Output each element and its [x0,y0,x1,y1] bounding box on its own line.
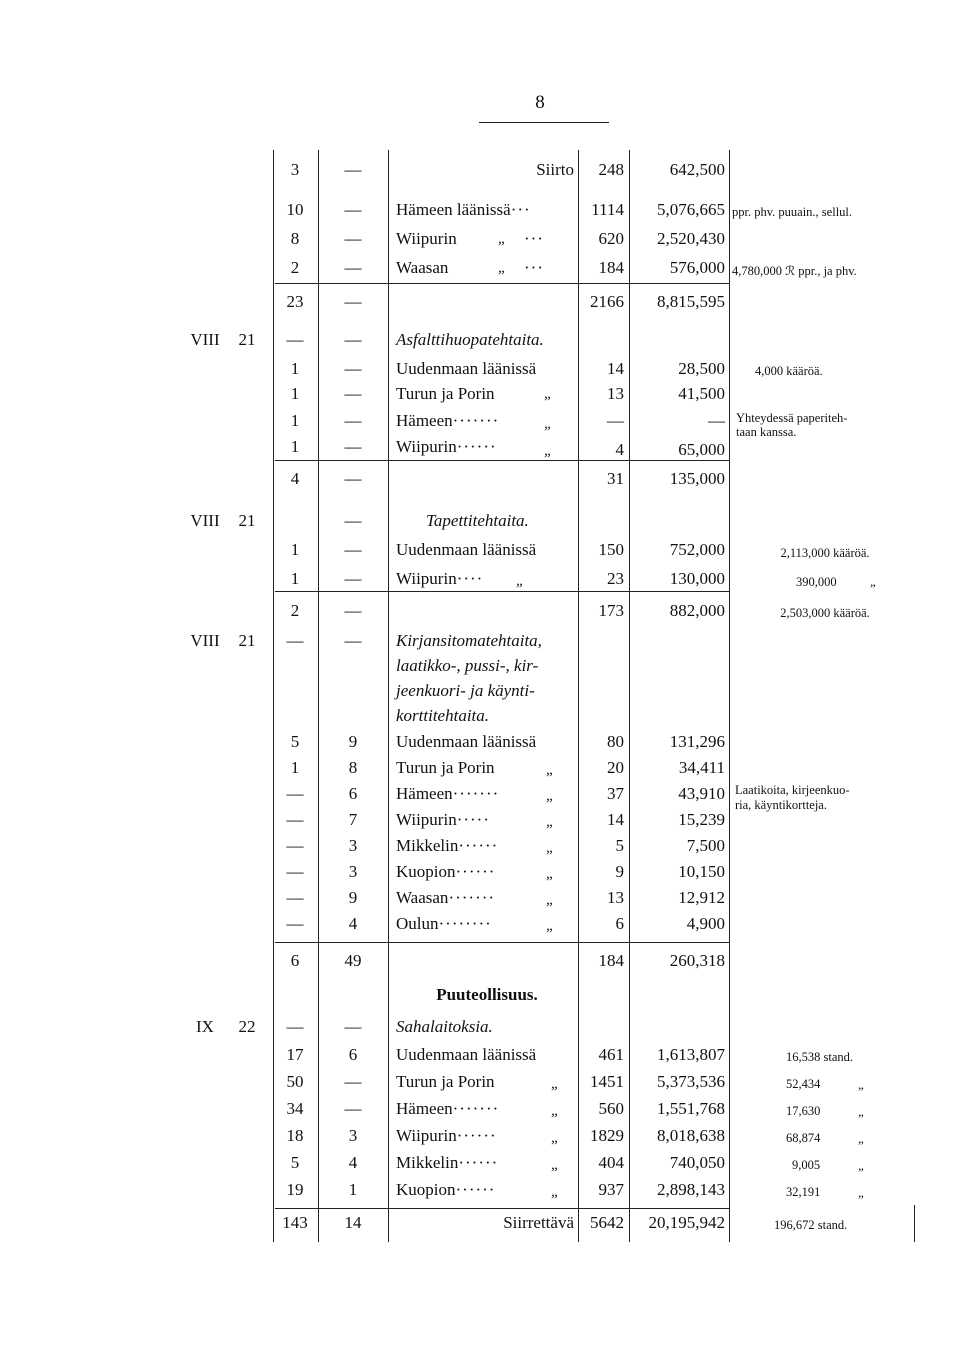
ditto-mark: „ [870,574,878,589]
paper-row-value: 5,076,665 [657,200,725,219]
ditto-mark: „ [858,1185,866,1200]
bookbinding-row-name: Turun ja Porin [396,758,495,777]
column-rule-value [629,150,630,1242]
subtotal-rule-wallpaper [275,591,729,592]
section-heading: Tapettitehtaita. [426,511,529,530]
bookbinding-row-workers: 9 [615,862,624,881]
group-roman-numeral: VIII [190,330,220,349]
leader-dots: ··· [524,229,544,248]
carry-in-value: 642,500 [669,160,725,179]
asphalt-row-value: 28,500 [678,359,725,378]
wallpaper-row-count: 1 [290,540,300,559]
wood-row-value: 1,613,807 [657,1045,725,1064]
carry-out-count-b: 14 [344,1213,362,1232]
paper-total-dash: — [344,292,362,311]
bookbinding-row-count-b: 3 [348,836,358,855]
bookbinding-row-value: 34,411 [678,758,725,777]
asphalt-total-value: 135,000 [669,469,725,488]
asphalt-row-count: 1 [290,411,300,430]
wallpaper-row-workers: 23 [607,569,624,588]
wallpaper-note: 390,000 [796,575,837,589]
asphalt-note: 4,000 kääröä. [755,364,823,378]
section-dash: — [286,330,304,349]
carry-out-count-a: 143 [282,1213,308,1232]
asphalt-row-name: Uudenmaan läänissä [396,359,537,378]
subtotal-rule-paper [275,283,729,284]
bookbinding-row-count-b: 7 [348,810,358,829]
asphalt-row-name [396,411,499,431]
wood-row-workers: 404 [598,1153,624,1172]
paper-row-name-text: Hämeen läänissä [396,200,511,219]
wallpaper-row-dash: — [344,540,362,559]
paper-row-name-text: Wiipurin [396,229,457,248]
bookbinding-total-workers: 184 [598,951,624,970]
bookbinding-row-name [396,784,499,804]
asphalt-row-count: 1 [290,384,300,403]
ditto-mark: „ [551,1157,560,1173]
column-rule-workers [578,150,579,1242]
bookbinding-row-value: 43,910 [678,784,725,803]
bookbinding-row-workers: 80 [607,732,624,751]
bookbinding-row-value: 131,296 [669,732,725,751]
wood-row-workers: 937 [598,1180,624,1199]
wood-row-workers: 461 [598,1045,624,1064]
leader-dots: ······· [452,784,500,803]
paper-total-count: 23 [286,292,304,311]
wood-row-count-b: 4 [348,1153,358,1172]
paper-row-value: 2,520,430 [657,229,725,248]
asphalt-row-value: — [708,411,725,430]
paper-row-dash: — [344,258,362,277]
asphalt-row-name [396,437,497,457]
ditto-mark: „ [858,1077,866,1092]
wood-row-count-a: 17 [286,1045,304,1064]
ditto-mark: „ [551,1076,560,1092]
paper-row-dash: — [344,200,362,219]
paper-row-count: 2 [290,258,300,277]
group-code: 22 [238,1017,256,1036]
ditto-mark: „ [858,1104,866,1119]
page-number-rule [479,122,609,123]
bookbinding-row-value: 12,912 [678,888,725,907]
carry-in-label: Siirto [536,160,574,179]
bookbinding-row-workers: 20 [607,758,624,777]
section-title: Puuteollisuus. [436,985,538,1004]
bookbinding-row-count-a: — [286,836,304,855]
wood-row-count-b: 6 [348,1045,358,1064]
carry-in-dash: — [344,160,362,179]
asphalt-row-name-text: Hämeen [396,411,453,430]
paper-row-name [396,258,448,278]
bookbinding-row-count-a: — [286,862,304,881]
bookbinding-total-count-a: 6 [290,951,300,970]
ditto-mark: „ [546,866,555,882]
section-heading-line: Kirjansitomatehtaita, [396,631,542,650]
wallpaper-total-workers: 173 [598,601,624,620]
asphalt-row-count: 1 [290,359,300,378]
bookbinding-row-count-b: 4 [348,914,358,933]
bookbinding-row-name-text: Wiipurin [396,810,457,829]
paper-row-workers: 620 [598,229,624,248]
bookbinding-note: ria, käyntikortteja. [735,798,827,812]
bookbinding-row-name [396,836,498,856]
leader-dots: ······· [452,1099,500,1118]
ditto-mark: „ [544,416,553,432]
asphalt-row-dash: — [344,437,362,456]
bookbinding-row-name-text: Kuopion [396,862,456,881]
bookbinding-row-name [396,888,495,908]
column-rule-end [914,1205,915,1242]
wood-row-value: 5,373,536 [657,1072,725,1091]
wallpaper-total-dash: — [344,601,362,620]
bookbinding-row-name-text: Hämeen [396,784,453,803]
ditto-mark: „ [546,840,555,856]
wallpaper-row-count: 1 [290,569,300,588]
bookbinding-row-count-b: 9 [348,888,358,907]
group-code: 21 [238,631,256,650]
wood-row-value: 8,018,638 [657,1126,725,1145]
leader-dots: ······ [458,836,499,855]
leader-dots: ······· [448,888,496,907]
bookbinding-total-count-b: 49 [344,951,362,970]
wood-note: 9,005 [792,1158,821,1172]
ditto-mark: „ [516,573,525,589]
leader-dots: ····· [456,810,491,829]
bookbinding-row-name: Uudenmaan läänissä [396,732,537,751]
paper-total-workers: 2166 [590,292,624,311]
bookbinding-row-name-text: Oulun [396,914,439,933]
carry-in-workers: 248 [598,160,624,179]
column-rule-name [388,150,389,1242]
carry-out-label: Siirrettävä [503,1213,574,1232]
leader-dots: ······ [456,1126,497,1145]
leader-dots: ···· [456,569,484,588]
wallpaper-total-value: 882,000 [669,601,725,620]
ditto-mark: „ [858,1131,866,1146]
wood-row-count-a: 18 [286,1126,304,1145]
wood-row-value: 1,551,768 [657,1099,725,1118]
subtotal-rule-bookbinding [275,942,729,943]
paper-row-value: 576,000 [669,258,725,277]
asphalt-note: Yhteydessä paperiteh- [736,411,848,425]
wallpaper-row-value: 130,000 [669,569,725,588]
bookbinding-row-value: 7,500 [686,836,725,855]
paper-row-count: 10 [286,200,304,219]
bookbinding-row-count-a: 5 [290,732,300,751]
wallpaper-row-name-text: Wiipurin [396,569,457,588]
paper-row-name [396,229,457,249]
paper-row-note: 4,780,000 ℛ ppr., ja phv. [732,264,857,278]
bookbinding-row-count-a: — [286,784,304,803]
asphalt-row-value: 65,000 [678,440,725,459]
wood-row-name-text: Mikkelin [396,1153,459,1172]
asphalt-row-workers: 13 [607,384,624,403]
wallpaper-total-count: 2 [290,601,300,620]
wood-row-name [396,1153,498,1173]
wood-note: 16,538 stand. [786,1050,854,1064]
asphalt-row-name: Turun ja Porin [396,384,495,403]
bookbinding-row-workers: 5 [615,836,624,855]
bookbinding-row-count-a: — [286,888,304,907]
bookbinding-row-workers: 37 [607,784,624,803]
leader-dots: ······ [456,437,497,456]
leader-dots: ······· [452,411,500,430]
wood-row-value: 2,898,143 [657,1180,725,1199]
bookbinding-row-value: 4,900 [686,914,725,933]
paper-row-note: ppr. phv. puuain., sellul. [732,205,853,219]
asphalt-row-workers: 14 [607,359,624,378]
paper-total-value: 8,815,595 [657,292,725,311]
ditto-mark: „ [546,892,555,908]
leader-dots: ······ [455,1180,496,1199]
bookbinding-row-name [396,914,492,934]
wood-note: 52,434 [786,1077,821,1091]
wood-row-count-a: 5 [290,1153,300,1172]
ditto-mark: „ [498,231,507,247]
bookbinding-row-count-b: 9 [348,732,358,751]
paper-row-workers: 1114 [591,200,624,219]
section-dash: — [286,631,304,650]
bookbinding-row-name-text: Mikkelin [396,836,459,855]
wood-row-workers: 560 [598,1099,624,1118]
wood-row-workers: 1829 [590,1126,624,1145]
wood-row-name [396,1180,495,1200]
section-heading-line: laatikko-, pussi-, kir- [396,656,539,675]
ditto-mark: „ [544,443,553,459]
paper-row-workers: 184 [598,258,624,277]
asphalt-row-dash: — [344,359,362,378]
wood-row-name: Uudenmaan läänissä [396,1045,537,1064]
asphalt-total-dash: — [344,469,362,488]
bookbinding-row-count-a: — [286,914,304,933]
page-number: 8 [535,92,545,113]
carry-in-count: 3 [290,160,300,179]
wood-row-count-b: 3 [348,1126,358,1145]
asphalt-total-workers: 31 [607,469,624,488]
bookbinding-row-workers: 13 [607,888,624,907]
column-rule-count [273,150,274,1242]
wood-row-value: 740,050 [669,1153,725,1172]
leader-dots: ········ [438,914,492,933]
wood-row-count-b: 1 [348,1180,358,1199]
section-dash: — [344,511,362,530]
bookbinding-row-count-b: 8 [348,758,358,777]
ditto-mark: „ [546,814,555,830]
subtotal-rule-wood [275,1208,729,1209]
wood-row-name-text: Wiipurin [396,1126,457,1145]
bookbinding-row-count-a: 1 [290,758,300,777]
leader-dots: ··· [524,258,544,277]
asphalt-total-count: 4 [290,469,300,488]
asphalt-row-value: 41,500 [678,384,725,403]
bookbinding-row-workers: 6 [615,914,624,933]
wood-row-name-text: Hämeen [396,1099,453,1118]
wood-row-count-a: 34 [286,1099,304,1118]
bookbinding-row-value: 15,239 [678,810,725,829]
wallpaper-total-note: 2,503,000 kääröä. [780,606,870,620]
wood-row-workers: 1451 [590,1072,624,1091]
ditto-mark: „ [546,918,555,934]
bookbinding-total-value: 260,318 [669,951,725,970]
wood-row-name-text: Kuopion [396,1180,456,1199]
column-rule-notes [729,150,730,1242]
section-heading-line: korttitehtaita. [396,706,490,725]
wallpaper-row-workers: 150 [598,540,624,559]
wood-row-name [396,1126,497,1146]
section-dash: — [286,1017,304,1036]
wood-note: 17,630 [786,1104,821,1118]
wallpaper-row-value: 752,000 [669,540,725,559]
wood-row-name: Turun ja Porin [396,1072,495,1091]
bookbinding-row-name [396,862,495,882]
section-dash: — [344,631,362,650]
wallpaper-row-dash: — [344,569,362,588]
ditto-mark: „ [544,386,553,402]
asphalt-row-count: 1 [290,437,300,456]
carry-out-workers: 5642 [590,1213,624,1232]
bookbinding-row-count-a: — [286,810,304,829]
wood-row-count-b: — [344,1099,362,1118]
paper-row-dash: — [344,229,362,248]
wallpaper-row-name [396,569,483,589]
subtotal-rule-asphalt [275,460,729,461]
paper-row-name-text: Waasan [396,258,449,277]
paper-row-count: 8 [290,229,300,248]
carry-out-note: 196,672 stand. [774,1218,848,1232]
asphalt-row-dash: — [344,384,362,403]
wallpaper-row-name: Uudenmaan läänissä [396,540,537,559]
bookbinding-row-name-text: Waasan [396,888,449,907]
wood-row-count-a: 50 [286,1072,304,1091]
wallpaper-note: 2,113,000 kääröä. [780,546,870,560]
ditto-mark: „ [551,1103,560,1119]
wood-row-count-b: — [344,1072,362,1091]
leader-dots: ······ [455,862,496,881]
ditto-mark: „ [551,1184,560,1200]
bookbinding-row-count-b: 6 [348,784,358,803]
asphalt-row-workers: 4 [615,440,624,459]
column-rule-count-b [318,150,319,1242]
wood-note: 32,191 [786,1185,821,1199]
carry-out-value: 20,195,942 [648,1213,725,1232]
group-roman-numeral: VIII [190,511,220,530]
asphalt-note: taan kanssa. [736,425,797,439]
asphalt-row-dash: — [344,411,362,430]
wood-row-name [396,1099,499,1119]
paper-row-name [396,200,531,220]
bookbinding-row-workers: 14 [607,810,624,829]
asphalt-row-name-text: Wiipurin [396,437,457,456]
bookbinding-note: Laatikoita, kirjeenkuo- [735,783,850,797]
leader-dots: ··· [510,200,531,219]
ditto-mark: „ [546,788,555,804]
group-code: 21 [238,330,256,349]
ditto-mark: „ [551,1130,560,1146]
section-heading: Asfalttihuopatehtaita. [396,330,544,349]
section-dash: — [344,330,362,349]
section-dash: — [344,1017,362,1036]
wood-note: 68,874 [786,1131,821,1145]
section-heading-line: jeenkuori- ja käynti- [396,681,535,700]
wood-row-count-a: 19 [286,1180,304,1199]
ditto-mark: „ [546,762,555,778]
bookbinding-row-name [396,810,490,830]
group-roman-numeral: VIII [190,631,220,650]
group-code: 21 [238,511,256,530]
group-roman-numeral: IX [196,1017,214,1036]
ditto-mark: „ [498,260,507,276]
section-heading: Sahalaitoksia. [396,1017,493,1036]
ditto-mark: „ [858,1158,866,1173]
bookbinding-row-value: 10,150 [678,862,725,881]
bookbinding-row-count-b: 3 [348,862,358,881]
leader-dots: ······ [458,1153,499,1172]
asphalt-row-workers: — [607,411,624,430]
